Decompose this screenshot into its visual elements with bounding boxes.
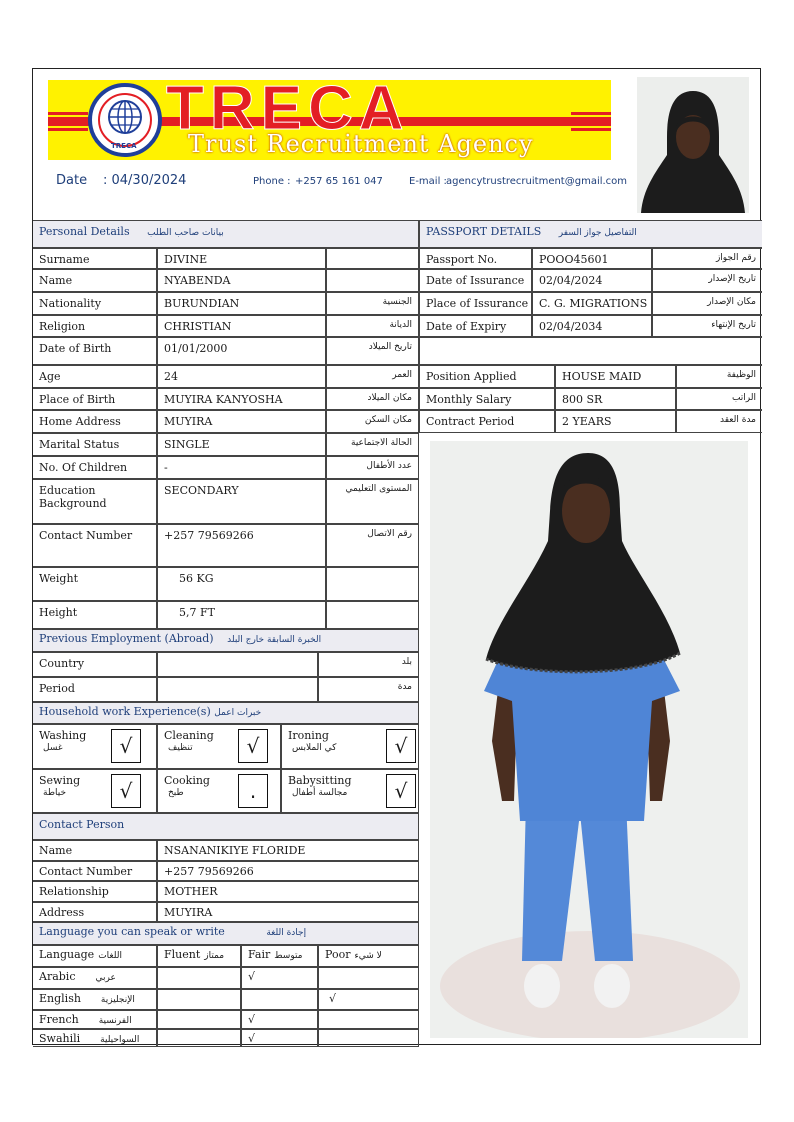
passport-title-ar: التفاصيل جواز السفر [558,228,637,238]
household-title: Household work Experience(s) [39,705,211,718]
household-item [33,769,157,813]
language-cell [157,967,241,989]
language-mark: √ [248,1032,256,1045]
language-header-arabic: لا شيء [354,951,382,961]
position-value: 800 SR [555,388,676,410]
language-header-cell [33,945,157,967]
household-checkbox: √ [386,774,416,808]
employment-arabic: بلد [318,652,419,677]
personal-label: No. Of Children [33,456,157,479]
contact-value: MOTHER [157,881,419,902]
contact-title: Contact Person [39,818,125,831]
employment-title: Previous Employment (Abroad) [39,632,214,645]
personal-arabic: رقم الاتصال [326,524,419,567]
household-checkbox: √ [386,729,416,763]
household-section-header [33,702,419,724]
date-label: Date [56,173,88,188]
seal-label: TRECA [111,142,137,150]
language-cell [318,1029,419,1047]
personal-label: Name [33,269,157,292]
logo-subtitle: Trust Recruitment Agency [188,130,534,158]
date-value: : 04/30/2024 [103,173,187,188]
passport-value: C. G. MIGRATIONS [532,292,652,315]
language-name: French [39,1013,79,1026]
passport-label: Passport No. [419,248,532,269]
language-name: English [39,992,81,1005]
passport-title: PASSPORT DETAILS [426,225,542,238]
employment-section-header [33,629,419,652]
contact-section-header [33,813,419,840]
contact-value: +257 79569266 [157,861,419,881]
household-label: Washing [39,729,87,742]
household-checkbox: √ [238,729,268,763]
personal-label: Height [33,601,157,629]
language-name: Swahili [39,1032,81,1045]
language-mark: √ [329,992,337,1005]
passport-value: POOO45601 [532,248,652,269]
personal-arabic: مكان الميلاد [326,388,419,410]
personal-value: MUYIRA [157,410,326,433]
language-arabic: الإنجليزية [100,995,135,1005]
household-label: Cooking [164,774,210,787]
household-arabic: تنظيف [168,743,193,753]
passport-label: Date of Issurance [419,269,532,292]
contact-label: Address [33,902,157,922]
application-form [32,68,761,1045]
personal-value: 5,7 FT [157,601,326,629]
language-cell [318,1010,419,1029]
personal-arabic [326,269,419,292]
personal-value: 56 KG [157,567,326,601]
email-label: E-mail : [409,176,447,187]
household-item [281,724,419,769]
language-header-label: Poor [325,948,351,961]
employment-label: Country [33,652,157,677]
personal-value: +257 79569266 [157,524,326,567]
language-title: Language you can speak or write [39,925,225,938]
passport-section-header [419,220,762,248]
language-header-label: Fair [248,948,271,961]
household-checkbox: . [238,774,268,808]
language-header-label: Language [39,948,95,961]
position-value: HOUSE MAID [555,365,676,388]
personal-value: BURUNDIAN [157,292,326,315]
language-cell [33,1010,157,1029]
personal-value: DIVINE [157,248,326,269]
language-cell [318,989,419,1010]
personal-arabic: مكان السكن [326,410,419,433]
household-arabic: طبخ [168,788,184,798]
position-arabic: مدة العقد [676,410,762,433]
contact-label: Name [33,840,157,861]
household-arabic: كي الملابس [292,743,337,753]
personal-arabic: عدد الأطفال [326,456,419,479]
personal-label: Age [33,365,157,388]
personal-value: MUYIRA KANYOSHA [157,388,326,410]
language-cell [33,989,157,1010]
passport-arabic: مكان الإصدار [652,292,762,315]
household-arabic: غسل [43,743,63,753]
personal-value: SECONDARY [157,479,326,524]
household-checkbox: √ [111,729,141,763]
household-item [157,724,281,769]
personal-label: Surname [33,248,157,269]
personal-label: Weight [33,567,157,601]
personal-arabic [326,601,419,629]
language-cell [33,1029,157,1047]
position-label: Position Applied [419,365,555,388]
employment-value [157,677,318,702]
language-cell [157,1010,241,1029]
language-cell [241,1029,318,1047]
position-arabic: الوظيفة [676,365,762,388]
language-cell [241,989,318,1010]
header-photo [637,77,749,213]
household-item [157,769,281,813]
personal-label: Education Background [33,479,157,524]
personal-label: Nationality [33,292,157,315]
language-header-arabic: ممتاز [204,951,225,961]
language-mark: √ [248,1013,256,1026]
personal-label: Religion [33,315,157,337]
language-section-header [33,922,419,945]
language-cell [241,967,318,989]
personal-arabic: الحالة الاجتماعية [326,433,419,456]
language-cell [33,967,157,989]
personal-section-header [33,220,419,248]
position-arabic: الراتب [676,388,762,410]
language-arabic: السواحيلية [100,1035,140,1045]
personal-value: - [157,456,326,479]
personal-label: Marital Status [33,433,157,456]
full-body-image [430,441,748,1038]
position-label: Contract Period [419,410,555,433]
employment-value [157,652,318,677]
personal-title: Personal Details [39,225,130,238]
language-header-arabic: اللغات [98,951,122,961]
personal-label: Home Address [33,410,157,433]
passport-arabic: تاريخ الإنتهاء [652,315,762,337]
contact-value: MUYIRA [157,902,419,922]
passport-spacer [419,337,762,365]
passport-label: Place of Issurance [419,292,532,315]
phone-value: +257 65 161 047 [295,176,383,187]
passport-value: 02/04/2034 [532,315,652,337]
language-header-label: Fluent [164,948,201,961]
household-checkbox: √ [111,774,141,808]
contact-label: Contact Number [33,861,157,881]
household-item [33,724,157,769]
passport-arabic: رقم الجواز [652,248,762,269]
language-cell [157,989,241,1010]
household-label: Cleaning [164,729,214,742]
agency-logo [48,74,611,160]
language-title-ar: إجادة اللغة [266,928,307,938]
personal-value: CHRISTIAN [157,315,326,337]
language-cell [318,967,419,989]
employment-label: Period [33,677,157,702]
language-header-arabic: متوسط [274,951,303,961]
position-label: Monthly Salary [419,388,555,410]
personal-arabic: تاريخ الميلاد [326,337,419,365]
personal-title-ar: بيانات صاحب الطلب [147,228,224,238]
position-value: 2 YEARS [555,410,676,433]
email-value: agencytrustrecruitment@gmail.com [446,176,628,187]
full-body-photo [430,441,748,1038]
household-arabic: خياطة [43,788,67,798]
language-cell [241,1010,318,1029]
household-title-ar: خبرات اعمل [214,708,262,718]
personal-label: Date of Birth [33,337,157,365]
language-header-cell [318,945,419,967]
household-label: Ironing [288,729,329,742]
personal-arabic: المستوى التعليمي [326,479,419,524]
language-name: Arabic [39,970,76,983]
passport-arabic: تاريخ الإصدار [652,269,762,292]
employment-title-ar: الخبرة السابقة خارج البلد [227,635,322,645]
language-cell [157,1029,241,1047]
headshot-image [637,77,749,213]
personal-value: SINGLE [157,433,326,456]
logo-title: TRECA [166,74,410,143]
language-arabic: عربي [95,973,116,983]
household-label: Sewing [39,774,81,787]
personal-value: NYABENDA [157,269,326,292]
personal-label: Place of Birth [33,388,157,410]
personal-arabic: الجنسية [326,292,419,315]
personal-arabic [326,567,419,601]
personal-label: Contact Number [33,524,157,567]
personal-value: 24 [157,365,326,388]
employment-arabic: مدة [318,677,419,702]
language-arabic: الفرنسية [98,1016,132,1026]
personal-arabic: الديانة [326,315,419,337]
contact-value: NSANANIKIYE FLORIDE [157,840,419,861]
personal-value: 01/01/2000 [157,337,326,365]
household-arabic: مجالسة أطفال [292,788,348,798]
contact-label: Relationship [33,881,157,902]
language-header-cell [241,945,318,967]
phone-label: Phone : [253,176,291,187]
household-label: Babysitting [288,774,352,787]
language-mark: √ [248,970,256,983]
personal-arabic: العمر [326,365,419,388]
household-item [281,769,419,813]
personal-arabic [326,248,419,269]
passport-value: 02/04/2024 [532,269,652,292]
passport-label: Date of Expiry [419,315,532,337]
language-header-cell [157,945,241,967]
